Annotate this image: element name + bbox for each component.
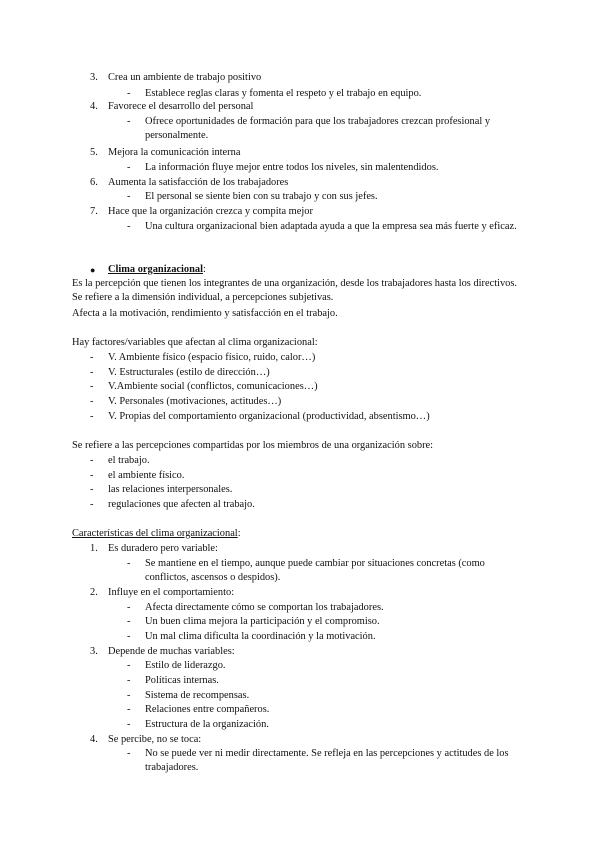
factor-item: V.Ambiente social (conflictos, comunicaciones…) — [108, 381, 318, 392]
list-item: Mejora la comunicación interna — [108, 147, 241, 158]
perceptions-intro: Se refiere a las percepciones compartidas por los miembros de una organización sobre: — [72, 440, 434, 451]
dash-marker: - — [127, 616, 131, 627]
dash-marker: - — [127, 88, 131, 99]
dash-marker: - — [127, 191, 131, 202]
factors-intro: Hay factores/variables que afectan al clima organizacional: — [72, 337, 318, 348]
list-item: Es duradero pero variable: — [108, 543, 218, 554]
dash-marker: - — [127, 660, 131, 671]
list-number: 6. — [90, 177, 98, 188]
list-number: 4. — [90, 734, 98, 745]
dash-marker: - — [90, 411, 94, 422]
sub-list-item: La información fluye mejor entre todos los niveles, sin malentendidos. — [145, 162, 439, 173]
list-item: Influye en el comportamiento: — [108, 587, 235, 598]
dash-marker: - — [127, 690, 131, 701]
dash-marker: - — [127, 675, 131, 686]
perception-item: las relaciones interpersonales. — [108, 484, 233, 495]
dash-marker: - — [90, 381, 94, 392]
list-number: 5. — [90, 147, 98, 158]
sub-list-item: Políticas internas. — [145, 675, 219, 686]
dash-marker: - — [90, 455, 94, 466]
sub-list-item: Una cultura organizacional bien adaptada ayuda a que la empresa sea más fuerte y eficaz. — [145, 221, 517, 232]
list-number: 2. — [90, 587, 98, 598]
sub-list-item: Relaciones entre compañeros. — [145, 704, 270, 715]
list-item: Se percibe, no se toca: — [108, 734, 202, 745]
perception-item: el ambiente físico. — [108, 470, 185, 481]
dash-marker: - — [90, 484, 94, 495]
dash-marker: - — [127, 602, 131, 613]
sub-list-item: No se puede ver ni medir directamente. Se refleja en las percepciones y actitudes de los trabajadores. — [145, 748, 509, 773]
list-number: 4. — [90, 101, 98, 112]
list-item: Aumenta la satisfacción de los trabajadores — [108, 177, 289, 188]
dash-marker: - — [127, 748, 131, 759]
dash-marker: - — [127, 631, 131, 642]
list-item: Favorece el desarrollo del personal — [108, 101, 254, 112]
list-number: 1. — [90, 543, 98, 554]
list-item: Hace que la organización crezca y compita mejor — [108, 206, 313, 217]
sub-list-item: El personal se siente bien con su trabajo y con sus jefes. — [145, 191, 378, 202]
sub-list-item: Un buen clima mejora la participación y el compromiso. — [145, 616, 380, 627]
dash-marker: - — [90, 499, 94, 510]
dash-marker: - — [127, 704, 131, 715]
list-item: Crea un ambiente de trabajo positivo — [108, 72, 262, 83]
sub-list-item: Estilo de liderazgo. — [145, 660, 226, 671]
bullet-icon: ● — [90, 265, 96, 275]
characteristics-heading — [72, 527, 241, 541]
dash-marker: - — [127, 719, 131, 730]
dash-marker: - — [90, 352, 94, 363]
characteristics-heading-text: Características del clima organizacional — [72, 528, 238, 539]
factor-item: V. Ambiente físico (espacio físico, ruido, calor…) — [108, 352, 316, 363]
factor-item: V. Propias del comportamiento organizacional (productividad, absentismo…) — [108, 411, 430, 422]
list-number: 7. — [90, 206, 98, 217]
perception-item: regulaciones que afecten al trabajo. — [108, 499, 255, 510]
sub-list-item: Establece reglas claras y fomenta el respeto y el trabajo en equipo. — [145, 88, 422, 99]
sub-list-item: Estructura de la organización. — [145, 719, 269, 730]
list-item: Depende de muchas variables: — [108, 646, 235, 657]
list-number: 3. — [90, 646, 98, 657]
dash-marker: - — [127, 221, 131, 232]
sub-list-item: Un mal clima dificulta la coordinación y la motivación. — [145, 631, 376, 642]
definition-effect: Afecta a la motivación, rendimiento y satisfacción en el trabajo. — [72, 308, 338, 319]
factor-item: V. Estructurales (estilo de dirección…) — [108, 367, 270, 378]
sub-list-item: Se mantiene en el tiempo, aunque puede cambiar por situaciones concretas (como conflictos, ascensos o despidos). — [145, 558, 485, 583]
dash-marker: - — [127, 116, 131, 127]
perception-item: el trabajo. — [108, 455, 150, 466]
section-heading — [108, 263, 206, 277]
sub-list-item: Afecta directamente cómo se comportan los trabajadores. — [145, 602, 384, 613]
section-heading-text: Clima organizacional — [108, 264, 203, 275]
heading-colon: : — [237, 528, 241, 539]
dash-marker: - — [90, 396, 94, 407]
factor-item: V. Personales (motivaciones, actitudes…) — [108, 396, 282, 407]
dash-marker: - — [127, 558, 131, 569]
sub-list-item: Ofrece oportunidades de formación para que los trabajadores crezcan profesional y personalmente. — [145, 116, 491, 141]
definition-paragraph: Es la percepción que tienen los integrantes de una organización, desde los trabajadores hasta los directivos. Se refiere a la dimensión individual, a percepciones subjetivas. — [72, 278, 518, 303]
dash-marker: - — [90, 470, 94, 481]
list-number: 3. — [90, 72, 98, 83]
dash-marker: - — [127, 162, 131, 173]
sub-list-item: Sistema de recompensas. — [145, 690, 250, 701]
dash-marker: - — [90, 367, 94, 378]
heading-colon: : — [202, 264, 206, 275]
